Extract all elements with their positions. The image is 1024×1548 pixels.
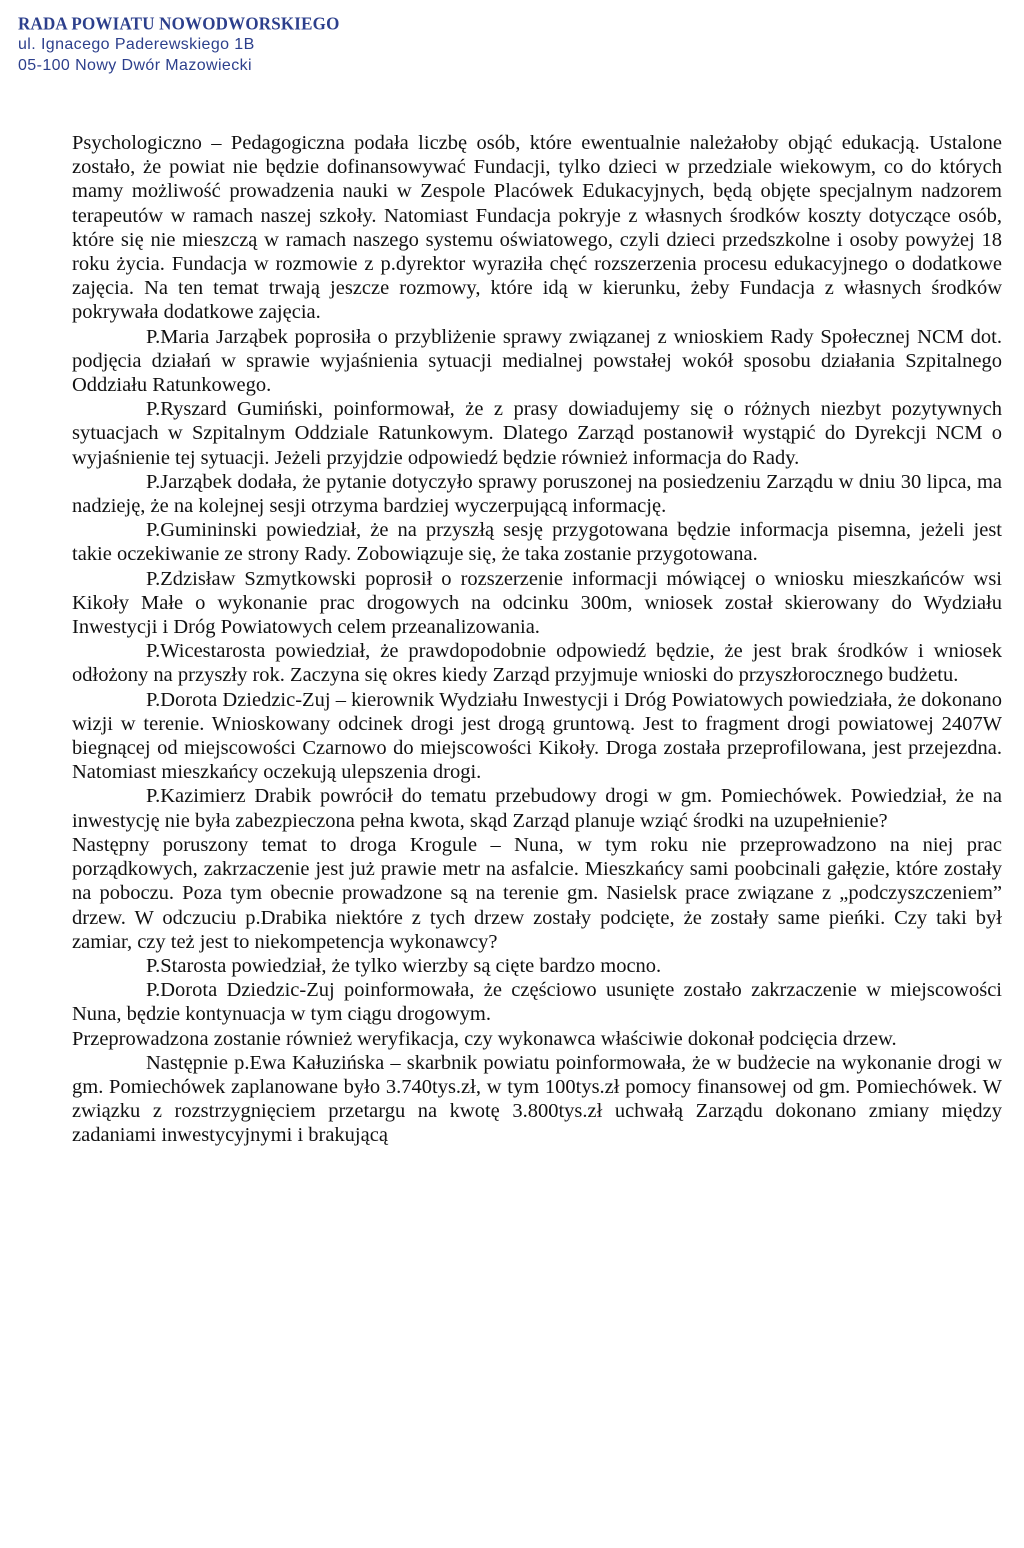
paragraph-4: P.Jarząbek dodała, że pytanie dotyczyło sprawy poruszonej na posiedzeniu Zarządu w dniu 30 lipca, ma nadzieję, że na kolejnej sesji otrzyma bardziej wyczerpującą informację. <box>72 470 1002 518</box>
paragraph-1: Psychologiczno – Pedagogiczna podała liczbę osób, które ewentualnie należałoby objąć edukacją. Ustalone zostało, że powiat nie będzie dofinansowywać Fundacji, tylko dzieci w przedziale wiekowym, co do których mamy możliwość prowadzenia nauki w Zespole Placówek Edukacyjnych, będą objęte specjalnym nadzorem terapeutów w ramach naszej szkoły. Natomiast Fundacja pokryje z własnych środków koszty dotyczące osób, które się nie mieszczą w ramach naszego systemu oświatowego, czyli dzieci przedszkolne i osoby powyżej 18 roku życia. Fundacja w rozmowie z p.dyrektor wyraziła chęć rozszerzenia procesu edukacyjnego o dodatkowe zajęcia. Na ten temat trwają jeszcze rozmowy, które idą w kierunku, żeby Fundacja z własnych środków pokrywała dodatkowe zajęcia. <box>72 132 1002 324</box>
address-street: ul. Ignacego Paderewskiego 1B <box>18 36 255 53</box>
paragraph-6: P.Zdzisław Szmytkowski poprosił o rozszerzenie informacji mówiącej o wniosku mieszkańców wsi Kikoły Małe o wykonanie prac drogowych na odcinku 300m, wniosek został skierowany do Wydziału Inwestycji i Dróg Powiatowych celem przeanalizowania. <box>72 567 1002 639</box>
letterhead-stamp <box>18 14 340 76</box>
paragraph-9: P.Kazimierz Drabik powrócił do tematu przebudowy drogi w gm. Pomiechówek. Powiedział, że na inwestycję nie była zabezpieczona pełna kwota, skąd Zarząd planuje wziąć środki na uzupełnienie? <box>72 785 1002 832</box>
paragraph-5: P.Gumininski powiedział, że na przyszłą sesję przygotowana będzie informacja pisemna, jeżeli jest takie oczekiwanie ze strony Rady. Zobowiązuje się, że taka zostanie przygotowana. <box>72 519 1002 566</box>
paragraph-10: Następny poruszony temat to droga Krogule – Nuna, w tym roku nie przeprowadzono na niej prac porządkowych, zakrzaczenie jest już prawie metr na asfalcie. Mieszkańcy sami poobcinali gałęzie, które zostały na poboczu. Poza tym obecnie prowadzone są na terenie gm. Nasielsk prace związane z „podczyszczeniem” drzew. W odczuciu p.Drabika niektóre z tych drzew zostały podcięte, że zostały same pieńki. Czy taki był zamiar, czy też jest to niekompetencja wykonawcy? <box>72 833 1002 953</box>
paragraph-13: Przeprowadzona zostanie również weryfikacja, czy wykonawca właściwie dokonał podcięcia drzew. <box>72 1027 897 1050</box>
document-body <box>72 131 1002 1148</box>
paragraph-14: Następnie p.Ewa Kałuzińska – skarbnik powiatu poinformowała, że w budżecie na wykonanie drogi w gm. Pomiechówek zaplanowane było 3.740tys.zł, w tym 100tys.zł pomocy finansowej od gm. Pomiechówek. W związku z rozstrzygnięciem przetargu na kwotę 3.800tys.zł uchwałą Zarządu dokonano zmiany między zadaniami inwestycyjnymi i brakującą <box>72 1051 1002 1147</box>
paragraph-2: P.Maria Jarząbek poprosiła o przybliżenie sprawy związanej z wnioskiem Rady Społecznej NCM dot. podjęcia działań w sprawie wyjaśnienia sytuacji medialnej powstałej wokół sposobu działania Szpitalnego Oddziału Ratunkowego. <box>72 325 1002 397</box>
paragraph-12: P.Dorota Dziedzic-Zuj poinformowała, że częściowo usunięte zostało zakrzaczenie w miejscowości Nuna, będzie kontynuacja w tym ciągu drogowym. <box>72 979 1002 1026</box>
paragraph-11: P.Starosta powiedział, że tylko wierzby są cięte bardzo mocno. <box>146 954 662 977</box>
paragraph-8: P.Dorota Dziedzic-Zuj – kierownik Wydziału Inwestycji i Dróg Powiatowych powiedziała, że dokonano wizji w terenie. Wnioskowany odcinek drogi jest drogą gruntową. Jest to fragment drogi powiatowej 2407W biegnącej od miejscowości Czarnowo do miejscowości Kikoły. Droga została przeprofilowana, jest przejezdna. Natomiast mieszkańcy oczekują ulepszenia drogi. <box>72 688 1002 784</box>
address-city: 05-100 Nowy Dwór Mazowiecki <box>18 57 252 74</box>
paragraph-7: P.Wicestarosta powiedział, że prawdopodobnie odpowiedź będzie, że jest brak środków i wniosek odłożony na przyszły rok. Zaczyna się okres kiedy Zarząd przyjmuje wnioski do przyszłorocznego budżetu. <box>72 640 1002 687</box>
faint-bleedthrough <box>812 42 1002 112</box>
council-name: RADA POWIATU NOWODWORSKIEGO <box>18 14 340 34</box>
paragraph-3: P.Ryszard Gumiński, poinformował, że z prasy dowiadujemy się o różnych niezbyt pozytywnych sytuacjach w Szpitalnym Oddziale Ratunkowym. Dlatego Zarząd postanowił wystąpić do Dyrekcji NCM o wyjaśnienie tej sytuacji. Jeżeli przyjdzie odpowiedź będzie również informacja do Rady. <box>72 398 1002 469</box>
